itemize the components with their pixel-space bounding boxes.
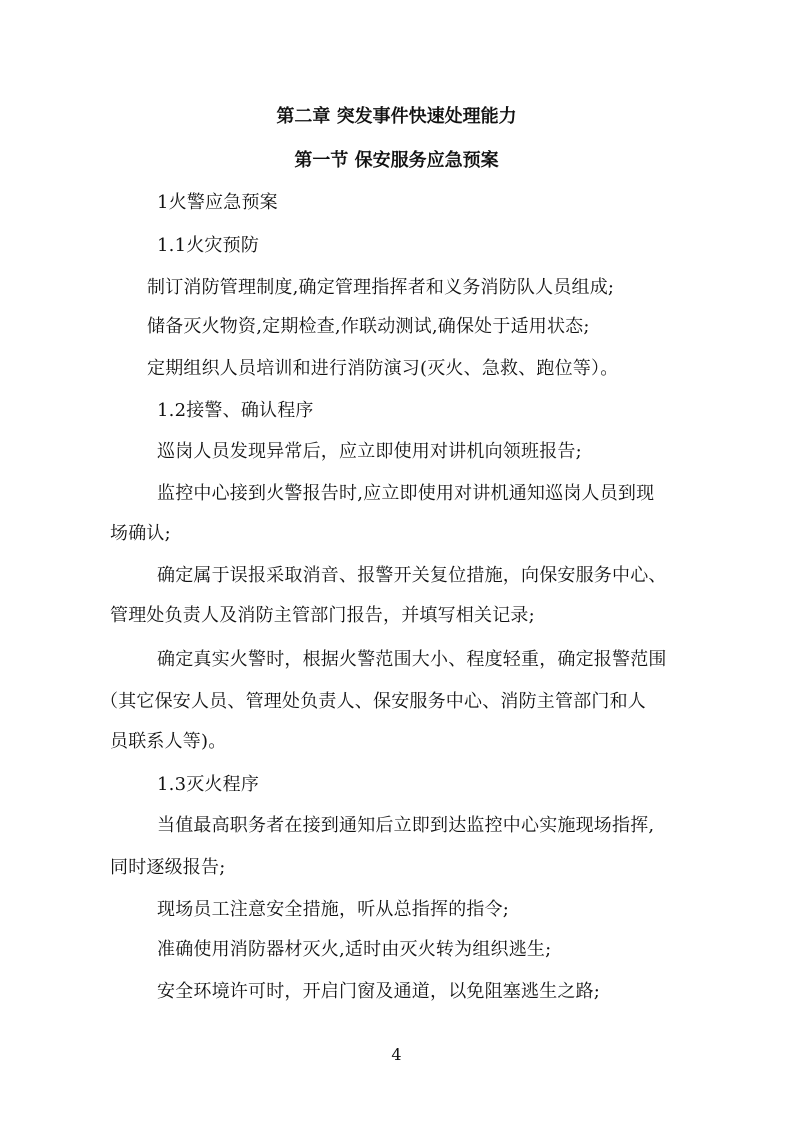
section-title: 第一节 保安服务应急预案 bbox=[294, 150, 499, 171]
paragraph-line: 安全环境许可时，开启门窗及通道，以免阻塞逃生之路; bbox=[157, 981, 601, 1002]
paragraph-line: 现场员工注意安全措施，听从总指挥的指令; bbox=[157, 899, 510, 920]
paragraph-line: 1.2接警、确认程序 bbox=[157, 400, 314, 421]
paragraph-line: （其它保安人员、管理处负责人、保安服务中心、消防主管部门和人 bbox=[100, 691, 646, 712]
paragraph-line: 准确使用消防器材灭火,适时由灭火转为组织逃生; bbox=[157, 939, 552, 960]
paragraph-line: 同时逐级报告; bbox=[110, 857, 226, 878]
paragraph-line: 制订消防管理制度,确定管理指挥者和义务消防队人员组成; bbox=[147, 277, 615, 298]
paragraph-line: 当值最高职务者在接到通知后立即到达监控中心实施现场指挥, bbox=[157, 815, 655, 836]
paragraph-line: 1火警应急预案 bbox=[157, 192, 278, 213]
paragraph-line: 管理处负责人及消防主管部门报告，并填写相关记录; bbox=[110, 605, 535, 626]
paragraph-line: 1.3灭火程序 bbox=[157, 774, 260, 795]
paragraph-line: 巡岗人员发现异常后，应立即使用对讲机向领班报告; bbox=[157, 441, 582, 462]
paragraph-line: 确定属于误报采取消音、报警开关复位措施，向保安服务中心、 bbox=[157, 565, 667, 586]
page-number: 4 bbox=[391, 1045, 402, 1064]
chapter-title: 第二章 突发事件快速处理能力 bbox=[276, 106, 517, 127]
paragraph-line: 确定真实火警时，根据火警范围大小、程度轻重，确定报警范围 bbox=[157, 649, 667, 670]
paragraph-line: 定期组织人员培训和进行消防演习(灭火、急救、跑位等）。 bbox=[147, 358, 619, 379]
paragraph-line: 场确认; bbox=[110, 523, 171, 544]
paragraph-line: 储备灭火物资,定期检查,作联动测试,确保处于适用状态; bbox=[147, 316, 590, 337]
paragraph-line: 员联系人等)。 bbox=[110, 731, 227, 752]
paragraph-line: 监控中心接到火警报告时,应立即使用对讲机通知巡岗人员到现 bbox=[157, 483, 655, 504]
paragraph-line: 1.1火灾预防 bbox=[157, 235, 260, 256]
